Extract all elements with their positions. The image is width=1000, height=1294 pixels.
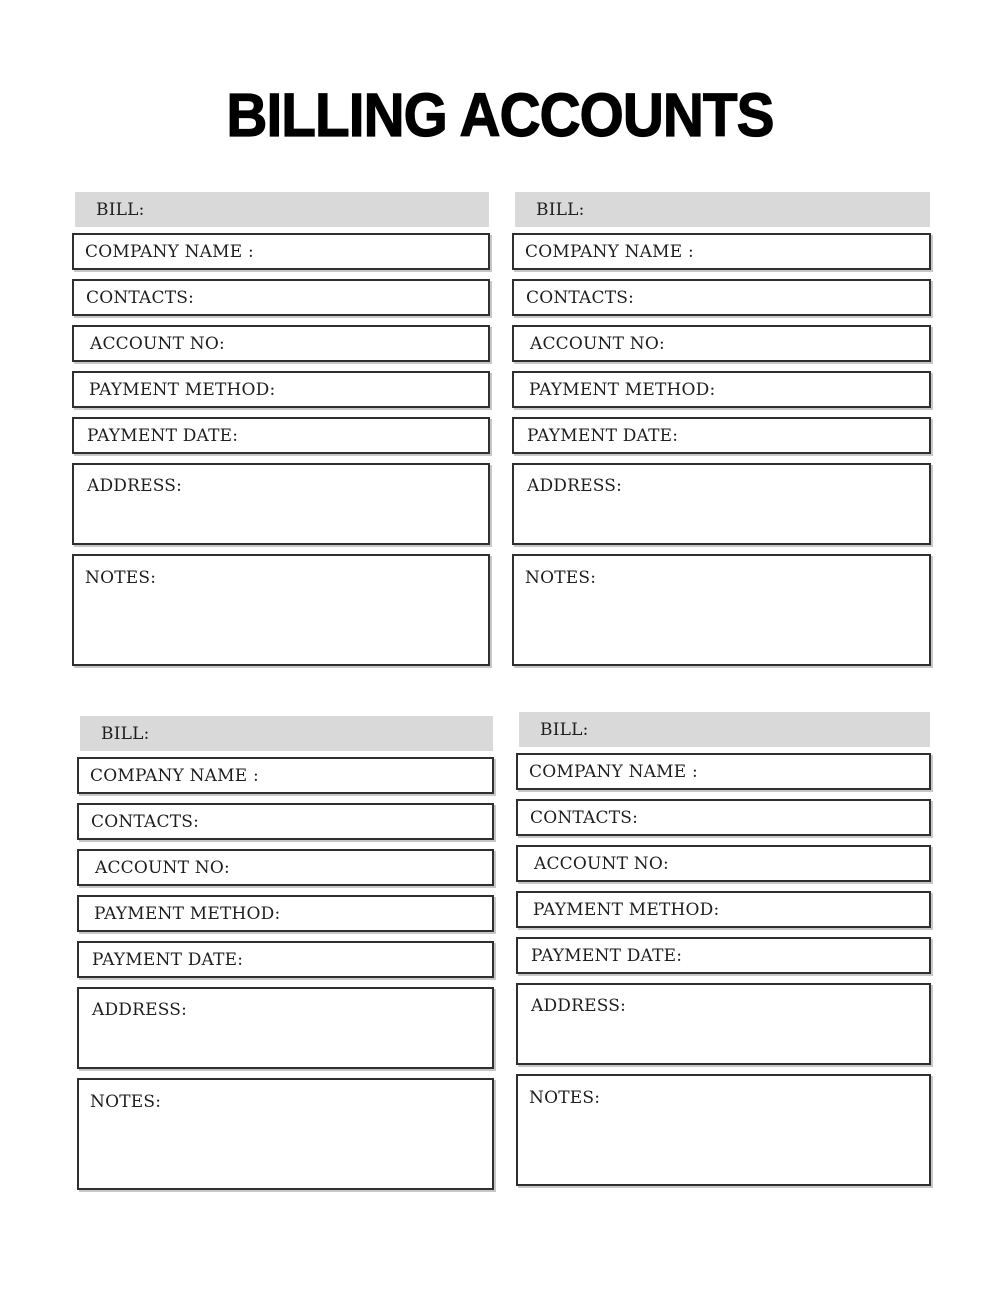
address-field: [512, 463, 931, 545]
payment-method-field: [516, 891, 931, 928]
contacts-field: [512, 279, 931, 316]
payment-method-label: PAYMENT METHOD:: [529, 379, 716, 400]
bill-header: [515, 192, 930, 227]
account-no-field: [77, 849, 494, 886]
contacts-label: CONTACTS:: [91, 811, 200, 832]
payment-date-field: [77, 941, 494, 978]
contacts-label: CONTACTS:: [86, 287, 195, 308]
address-field: [72, 463, 490, 545]
notes-field: [516, 1074, 931, 1186]
contacts-field: [72, 279, 490, 316]
notes-label: NOTES:: [525, 568, 597, 588]
payment-date-field: [512, 417, 931, 454]
company-name-field: [512, 233, 931, 270]
account-no-field: [516, 845, 931, 882]
notes-label: NOTES:: [90, 1092, 162, 1112]
account-no-field: [512, 325, 931, 362]
account-no-label: ACCOUNT NO:: [530, 333, 665, 354]
payment-method-label: PAYMENT METHOD:: [89, 379, 276, 400]
bill-header-label: BILL:: [96, 199, 145, 220]
notes-label: NOTES:: [85, 568, 157, 588]
bill-header-label: BILL:: [536, 199, 585, 220]
payment-method-field: [72, 371, 490, 408]
billing-card-top-left: [72, 192, 490, 666]
payment-date-field: [516, 937, 931, 974]
notes-field: [77, 1078, 494, 1190]
company-name-label: COMPANY NAME :: [525, 241, 694, 262]
bill-header-label: BILL:: [540, 719, 589, 740]
address-label: ADDRESS:: [87, 476, 183, 496]
address-label: ADDRESS:: [527, 476, 623, 496]
account-no-label: ACCOUNT NO:: [90, 333, 225, 354]
payment-date-label: PAYMENT DATE:: [92, 949, 244, 970]
account-no-label: ACCOUNT NO:: [534, 853, 669, 874]
company-name-field: [72, 233, 490, 270]
payment-method-field: [512, 371, 931, 408]
billing-card-bottom-right: [516, 712, 931, 1186]
payment-date-label: PAYMENT DATE:: [531, 945, 683, 966]
notes-label: NOTES:: [529, 1088, 601, 1108]
company-name-field: [516, 753, 931, 790]
company-name-field: [77, 757, 494, 794]
bill-header-label: BILL:: [101, 723, 150, 744]
contacts-label: CONTACTS:: [530, 807, 639, 828]
payment-method-label: PAYMENT METHOD:: [94, 903, 281, 924]
payment-method-label: PAYMENT METHOD:: [533, 899, 720, 920]
payment-date-label: PAYMENT DATE:: [87, 425, 239, 446]
payment-date-field: [72, 417, 490, 454]
bill-header: [519, 712, 930, 747]
page-title: BILLING ACCOUNTS: [226, 81, 774, 149]
notes-field: [72, 554, 490, 666]
notes-field: [512, 554, 931, 666]
company-name-label: COMPANY NAME :: [90, 765, 259, 786]
company-name-label: COMPANY NAME :: [85, 241, 254, 262]
billing-card-bottom-left: [77, 716, 494, 1190]
address-label: ADDRESS:: [92, 1000, 188, 1020]
contacts-field: [77, 803, 494, 840]
account-no-field: [72, 325, 490, 362]
company-name-label: COMPANY NAME :: [529, 761, 698, 782]
address-field: [77, 987, 494, 1069]
account-no-label: ACCOUNT NO:: [95, 857, 230, 878]
address-label: ADDRESS:: [531, 996, 627, 1016]
billing-card-top-right: [512, 192, 931, 666]
bill-header: [80, 716, 493, 751]
payment-date-label: PAYMENT DATE:: [527, 425, 679, 446]
payment-method-field: [77, 895, 494, 932]
address-field: [516, 983, 931, 1065]
contacts-label: CONTACTS:: [526, 287, 635, 308]
bill-header: [75, 192, 489, 227]
contacts-field: [516, 799, 931, 836]
